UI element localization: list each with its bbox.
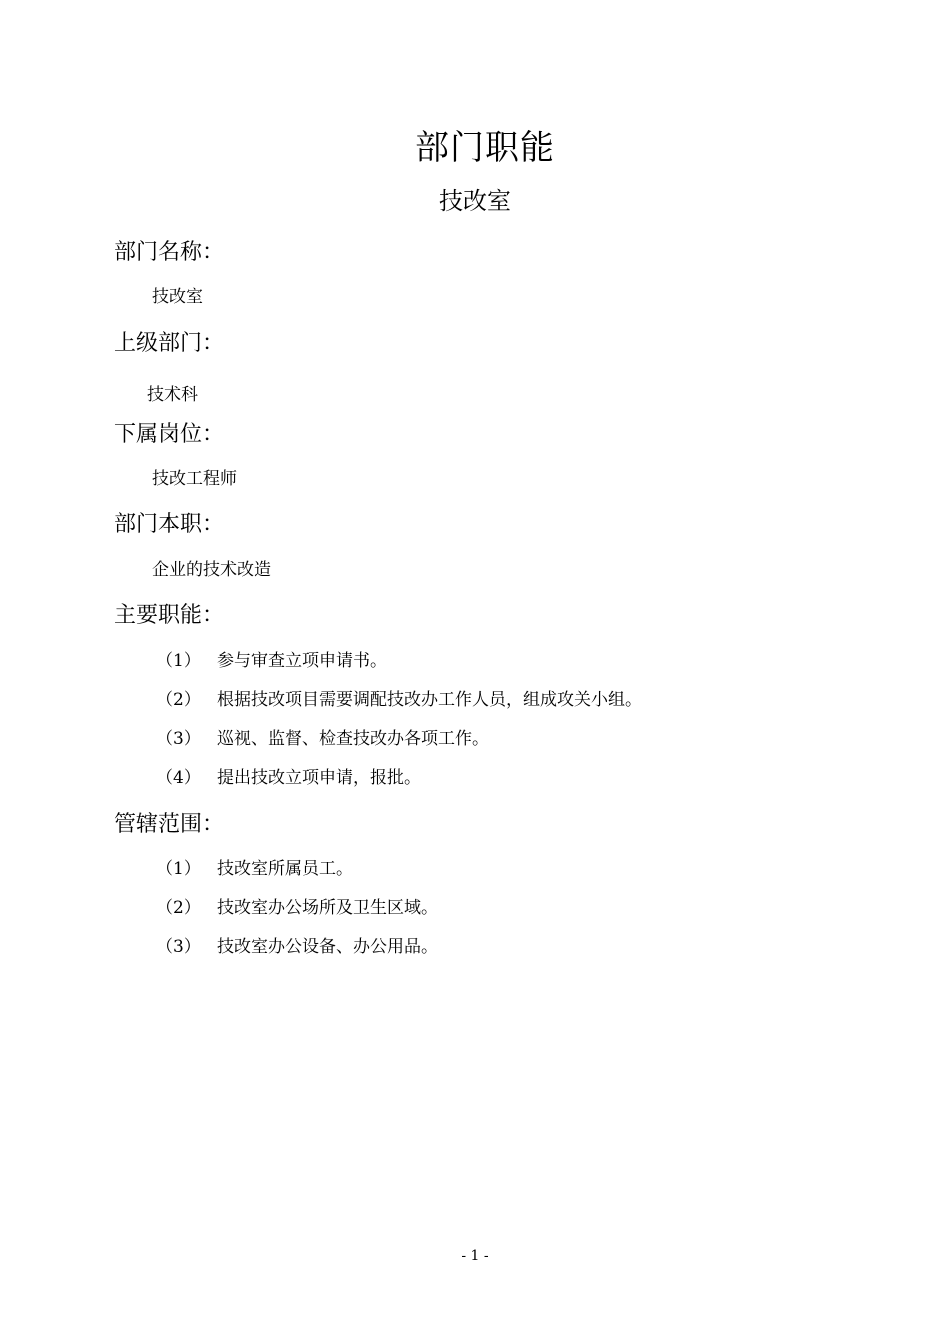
list-item-text: 技改室所属员工。 — [217, 859, 353, 879]
list-item-number: （2） — [156, 690, 201, 710]
list-item-number: （3） — [156, 729, 201, 749]
list-item-text: 提出技改立项申请，报批。 — [217, 768, 421, 788]
list-item-text: 根据技改项目需要调配技改办工作人员，组成攻关小组。 — [217, 690, 642, 710]
document-subtitle: 技改室 — [439, 187, 511, 215]
list-item-text: 巡视、监督、检查技改办各项工作。 — [217, 729, 489, 749]
subordinate-positions-value: 技改工程师 — [152, 469, 237, 489]
core-duty-value: 企业的技术改造 — [152, 560, 271, 580]
superior-department-value: 技术科 — [147, 385, 198, 405]
list-item-text: 参与审查立项申请书。 — [217, 651, 387, 671]
list-item-number: （4） — [156, 768, 201, 788]
document-title: 部门职能 — [415, 128, 555, 168]
heading-core-duty: 部门本职： — [114, 512, 225, 537]
list-item-number: （1） — [156, 859, 201, 879]
list-item-number: （1） — [156, 651, 201, 671]
heading-main-functions: 主要职能： — [114, 603, 225, 628]
page-number: - 1 - — [461, 1248, 489, 1264]
heading-department-name: 部门名称： — [114, 240, 225, 265]
heading-subordinate-positions: 下属岗位： — [114, 422, 225, 447]
list-item-number: （2） — [156, 898, 201, 918]
department-name-value: 技改室 — [152, 287, 203, 307]
list-item-number: （3） — [156, 937, 201, 957]
list-item-text: 技改室办公场所及卫生区域。 — [217, 898, 438, 918]
list-item-text: 技改室办公设备、办公用品。 — [217, 937, 438, 957]
heading-jurisdiction: 管辖范围： — [114, 812, 225, 837]
heading-superior-department: 上级部门： — [114, 331, 225, 356]
